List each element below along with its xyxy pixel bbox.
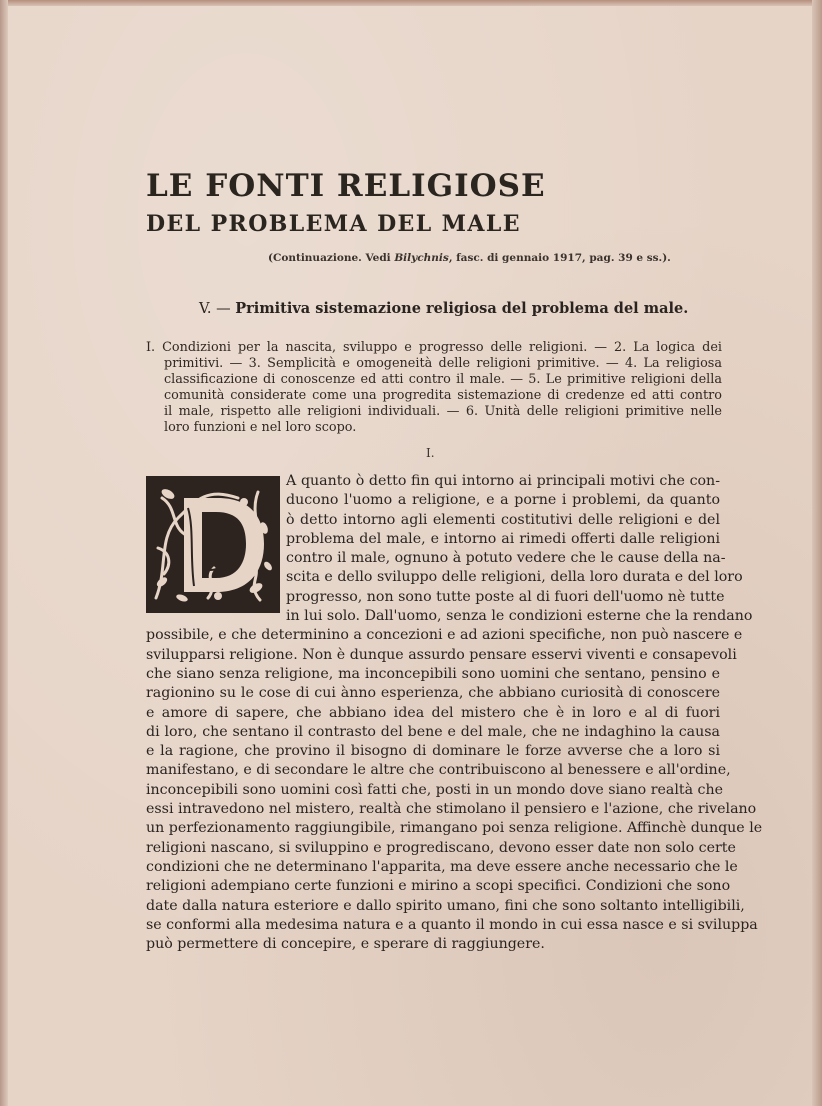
body-line: ducono l'uomo a religione, e a porne i problemi, da quanto xyxy=(286,492,720,509)
summary-line: il male, rispetto alle religioni individuali. — 6. Unità delle religioni primitive nelle xyxy=(164,404,722,419)
section-heading xyxy=(199,300,688,317)
body-line: progresso, non sono tutte poste al di fuori dell'uomo nè tutte xyxy=(286,588,725,605)
summary-line: loro funzioni e nel loro scopo. xyxy=(164,420,357,435)
section-number: V. — xyxy=(199,301,231,317)
body-line: condizioni che ne determinano l'apparita, ma deve essere anche necessario che le xyxy=(146,858,738,875)
body-line: manifestano, e di secondare le altre che contribuiscono al benessere e all'ordine, xyxy=(146,762,731,779)
body-line: e la ragione, che provino il bisogno di dominare le forze avverse che a loro si xyxy=(146,743,720,760)
body-line: date dalla natura esteriore e dallo spirito umano, fini che sono soltanto intelligibili, xyxy=(146,897,745,914)
body-line: essi intravedono nel mistero, realtà che stimolano il pensiero e l'azione, che rivelano xyxy=(146,801,757,818)
summary-line: primitivi. — 3. Semplicità e omogeneità delle religioni primitive. — 4. La religiosa xyxy=(164,356,722,371)
section-summary xyxy=(146,340,722,436)
article-subtitle: DEL PROBLEMA DEL MALE xyxy=(146,211,521,237)
body-line: problema del male, e intorno ai rimedi offerti dalle religioni xyxy=(286,530,720,547)
page-edge-top xyxy=(0,0,822,6)
subsection-numeral: I. xyxy=(426,446,435,460)
citation-before: (Continuazione. Vedi xyxy=(268,252,395,264)
body-line: ragionino su le cose di cui ànno esperienza, che abbiano curiosità di conoscere xyxy=(146,685,720,702)
summary-line: classificazione di conoscenze ed atti contro il male. — 5. Le primitive religioni della xyxy=(164,372,722,387)
page-edge-left xyxy=(0,0,8,1106)
body-line: che siano senza religione, ma inconcepibili sono uomini che sentano, pensino e xyxy=(146,665,720,682)
body-line: ò detto intorno agli elementi costitutivi delle religioni e del xyxy=(286,511,720,528)
article-title: LE FONTI RELIGIOSE xyxy=(146,168,546,204)
body-line: un perfezionamento raggiungibile, rimangano poi senza religione. Affinchè dunque le xyxy=(146,820,763,837)
body-line: in lui solo. Dall'uomo, senza le condizioni esterne che la rendano xyxy=(286,608,753,625)
body-line: e amore di sapere, che abbiano idea del mistero che è in loro e al di fuori xyxy=(146,704,720,721)
citation-after: , fasc. di gennaio 1917, pag. 39 e ss.). xyxy=(448,252,671,264)
body-line: se conformi alla medesima natura e a quanto il mondo in cui essa nasce e si sviluppa xyxy=(146,916,758,933)
citation-journal: Bilychnis xyxy=(394,252,449,264)
section-title: Primitiva sistemazione religiosa del problema del male. xyxy=(235,300,689,317)
body-line: scita e dello sviluppo delle religioni, della loro durata e del loro xyxy=(286,569,743,586)
body-line: svilupparsi religione. Non è dunque assurdo pensare esservi viventi e consapevoli xyxy=(146,646,737,663)
body-line: contro il male, ognuno à potuto vedere che le cause della na- xyxy=(286,550,726,567)
body-line: religioni adempiano certe funzioni e mirino a scopi specifici. Condizioni che sono xyxy=(146,878,731,895)
page-edge-right xyxy=(812,0,822,1106)
body-line: religioni nascano, si sviluppino e progrediscano, devono esser date non solo certe xyxy=(146,839,736,856)
summary-line: I. Condizioni per la nascita, sviluppo e progresso delle religioni. — 2. La logica dei xyxy=(146,340,722,355)
body-line: inconcepibili sono uomini così fatti che, posti in un mondo dove siano realtà che xyxy=(146,781,724,798)
body-paragraph xyxy=(146,472,763,954)
body-line: di loro, che sentano il contrasto del bene e del male, che ne indaghino la causa xyxy=(146,723,720,740)
body-line: A quanto ò detto fin qui intorno ai principali motivi che con- xyxy=(286,473,720,489)
body-line: possibile, e che determinino a concezioni e ad azioni specifiche, non può nascere e xyxy=(146,627,743,644)
summary-line: comunità considerate come una progredita sistemazione di credenze ed atti contro xyxy=(164,388,722,403)
body-line: può permettere di concepire, e sperare di raggiungere. xyxy=(146,936,545,953)
continuation-note xyxy=(268,252,671,264)
